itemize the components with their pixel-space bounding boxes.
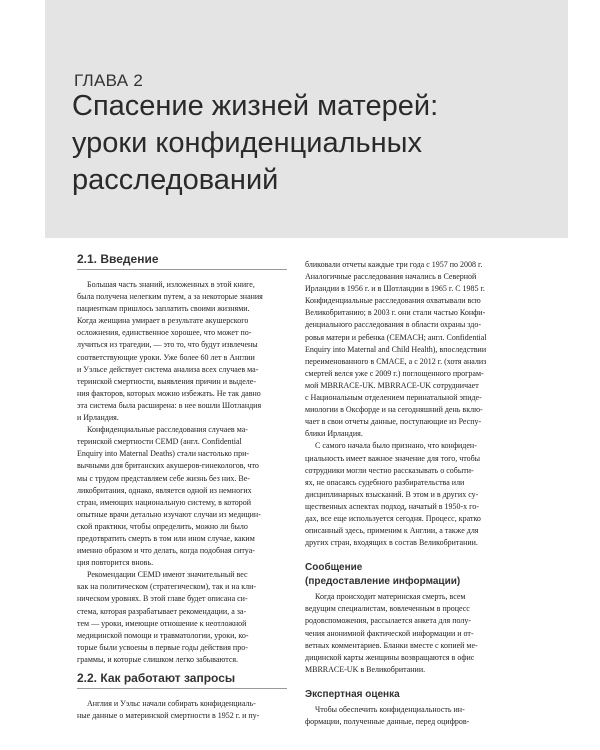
text-line: описанный здесь, применим к Англии, а также для <box>305 526 479 536</box>
paragraph <box>305 259 515 440</box>
text-line: ния факторов, которых можно избежать. Не так давно <box>77 388 261 398</box>
text-line: формации, полученные данные, перед оцифров- <box>305 717 470 726</box>
text-line: ской практики, чтобы определить, можно ли было <box>77 521 248 531</box>
text-line: MBRRACE-UK в Великобритании. <box>305 664 426 674</box>
text-line: вычными для британских акушеров-гинекологов, что <box>77 461 259 471</box>
text-line: С самого начала было признано, что конфиден- <box>315 441 477 451</box>
text-line: граммы, и которые слишком легко забываются. <box>77 654 239 664</box>
text-line: дицинской карты женщины возвращаются в офис <box>305 652 475 662</box>
text-line: стран, имеющих национальную систему, в которой <box>77 497 251 507</box>
text-line: лучиться из трагедии, — это то, что будут извлечены <box>77 340 258 350</box>
section-heading-how-enquiries-work: 2.2. Как работают запросы <box>77 671 287 689</box>
text-line: тем — уроки, имеющие отношение к неотложной <box>77 618 247 628</box>
text-line: родовспоможения, рассылается анкета для полу- <box>305 616 472 626</box>
paragraph <box>77 279 287 424</box>
paragraph <box>77 424 287 569</box>
text-line: Когда происходит материнская смерть, всем <box>315 592 466 602</box>
text-line: ные данные о материнской смертности в 1952 г. и пу- <box>77 711 260 721</box>
chapter-title-line: Спасение жизней матерей: <box>72 90 439 122</box>
text-line: чает в свои отчеты данные, поступающие из Респу- <box>305 417 482 427</box>
text-line: мой MBRRACE-UK. MBRRACE-UK сотрудничает <box>305 380 479 390</box>
text-line: теринской смертности CEMD (англ. Confidential <box>77 437 242 447</box>
text-line: миологии в Оксфорде и на сегодняшний день вклю- <box>305 405 483 415</box>
text-line: переименованного в CMACE, а с 2012 г. (хотя анализ <box>305 356 487 366</box>
text-line: осложнения, единственное хорошее, что может по- <box>77 328 252 338</box>
text-line: бликовали отчеты каждые три года с 1957 по 2008 г. <box>305 260 483 269</box>
text-line: Ирландии в 1956 г. и в Шотландии в 1965 г. С 1985 г. <box>305 284 485 294</box>
text-line: Конфиденциальные расследования охватывали всю <box>305 296 481 306</box>
text-line: эта система была расширена: в нее вошли Шотландия <box>77 400 262 410</box>
paragraph <box>305 440 515 549</box>
text-line: Англия и Уэльс начали собирать конфиденциаль- <box>87 699 256 708</box>
text-line: циальность имеет важное значение для того, чтобы <box>305 453 481 463</box>
text-line: и Уэльсе действует система анализа всех случаев ма- <box>77 364 259 374</box>
text-line: ях, не опасаясь судебного разбирательства или <box>305 477 465 487</box>
text-line: дах, все еще используется сегодня. Процесс, кратко <box>305 513 481 523</box>
text-line: Аналогичные расследования начались в Северной <box>305 272 477 282</box>
text-line: блики Ирландия. <box>305 429 363 439</box>
text-line: предотвратить смерть в том или ином случае, каким <box>77 533 255 543</box>
text-line: теринской смертности, выявления причин и выделе- <box>77 376 256 386</box>
text-line: ведущим специалистам, вовлеченным в процесс <box>305 604 470 614</box>
text-line: ветных комментариев. Бланки вместе с копией ме- <box>305 640 478 650</box>
text-line: чения анонимной фактической информации и от- <box>305 628 474 638</box>
chapter-title-line: расследований <box>72 164 279 196</box>
text-line: была получена нелегким путем, а за некоторые знания <box>77 292 263 302</box>
text-line: и Ирландия. <box>77 413 119 423</box>
text-line: Конфиденциальные расследования случаев ма- <box>87 425 248 435</box>
text-line: как на политическом (стратегическом), так и на кли- <box>77 582 257 592</box>
text-line: торые были усвоены в первые годы действия про- <box>77 642 248 652</box>
text-line: ровья матери и ребенка (CEMACH; англ. Confidential <box>305 332 487 342</box>
left-column <box>77 252 287 722</box>
subheading-expert-review: Экспертная оценка <box>305 688 400 700</box>
text-line: сотрудники могли честно рассказывать о событи- <box>305 465 474 475</box>
text-line: Великобританию; в 2003 г. они стали частью Конфи- <box>305 308 486 318</box>
text-line: ция повторится вновь. <box>77 558 154 568</box>
chapter-title <box>72 88 552 199</box>
text-line: пациенткам пришлось заплатить своими жизнями. <box>77 304 250 314</box>
text-line: опытные врачи детально изучают случаи из медицин- <box>77 509 261 519</box>
text-line: медицинской помощи и травматологии, уроки, ко- <box>77 630 249 640</box>
text-line: Enquiry into Maternal and Child Health), впоследствии <box>305 344 487 354</box>
text-line: с Национальным отделением перинатальной эпиде- <box>305 393 482 403</box>
subheading-line: Сообщение <box>305 562 363 574</box>
text-line: стема, которая разрабатывает рекомендации, а за- <box>77 606 247 616</box>
text-line: именно образом и что делать, когда подобная ситуа- <box>77 546 255 556</box>
text-line: Когда женщина умирает в результате акушерского <box>77 316 249 326</box>
text-line: ликобритания, однако, является одной из немногих <box>77 485 252 495</box>
subheading-line: (предоставление информации) <box>305 576 461 588</box>
text-line: других стран, входящих в состав Великобритании. <box>305 538 478 548</box>
text-line: Enquiry into Maternal Deaths) стали настолько при- <box>77 449 250 459</box>
paragraph <box>77 569 287 666</box>
text-line: Чтобы обеспечить конфиденциальность ин- <box>315 704 465 714</box>
paragraph <box>305 704 515 728</box>
text-line: дисциплинарных взысканий. В этом и в других су- <box>305 489 479 499</box>
right-column <box>305 259 515 728</box>
text-line: мы с трудом представляем себе жизнь без них. Ве- <box>77 473 250 483</box>
section-heading-introduction: 2.1. Введение <box>77 252 287 270</box>
text-line: соответствующие уроки. Уже более 60 лет в Англии <box>77 352 255 362</box>
text-line: Рекомендации CEMD имеют значительный вес <box>87 570 248 580</box>
paragraph <box>77 698 287 722</box>
text-line: смертей велся уже с 2009 г.) поглощенного програм- <box>305 368 484 378</box>
text-line: денциального расследования в области охраны здо- <box>305 320 481 330</box>
subheading-reporting <box>305 561 515 589</box>
chapter-label: ГЛАВА 2 <box>74 71 144 90</box>
chapter-title-line: уроки конфиденциальных <box>72 127 422 159</box>
text-line: щественных аспектах подход, начатый в 1950-х го- <box>305 501 479 511</box>
text-line: ническом уровнях. В этой главе будет описана си- <box>77 594 248 604</box>
paragraph <box>305 591 515 676</box>
text-line: Большая часть знаний, изложенных в этой книге, <box>87 280 255 289</box>
